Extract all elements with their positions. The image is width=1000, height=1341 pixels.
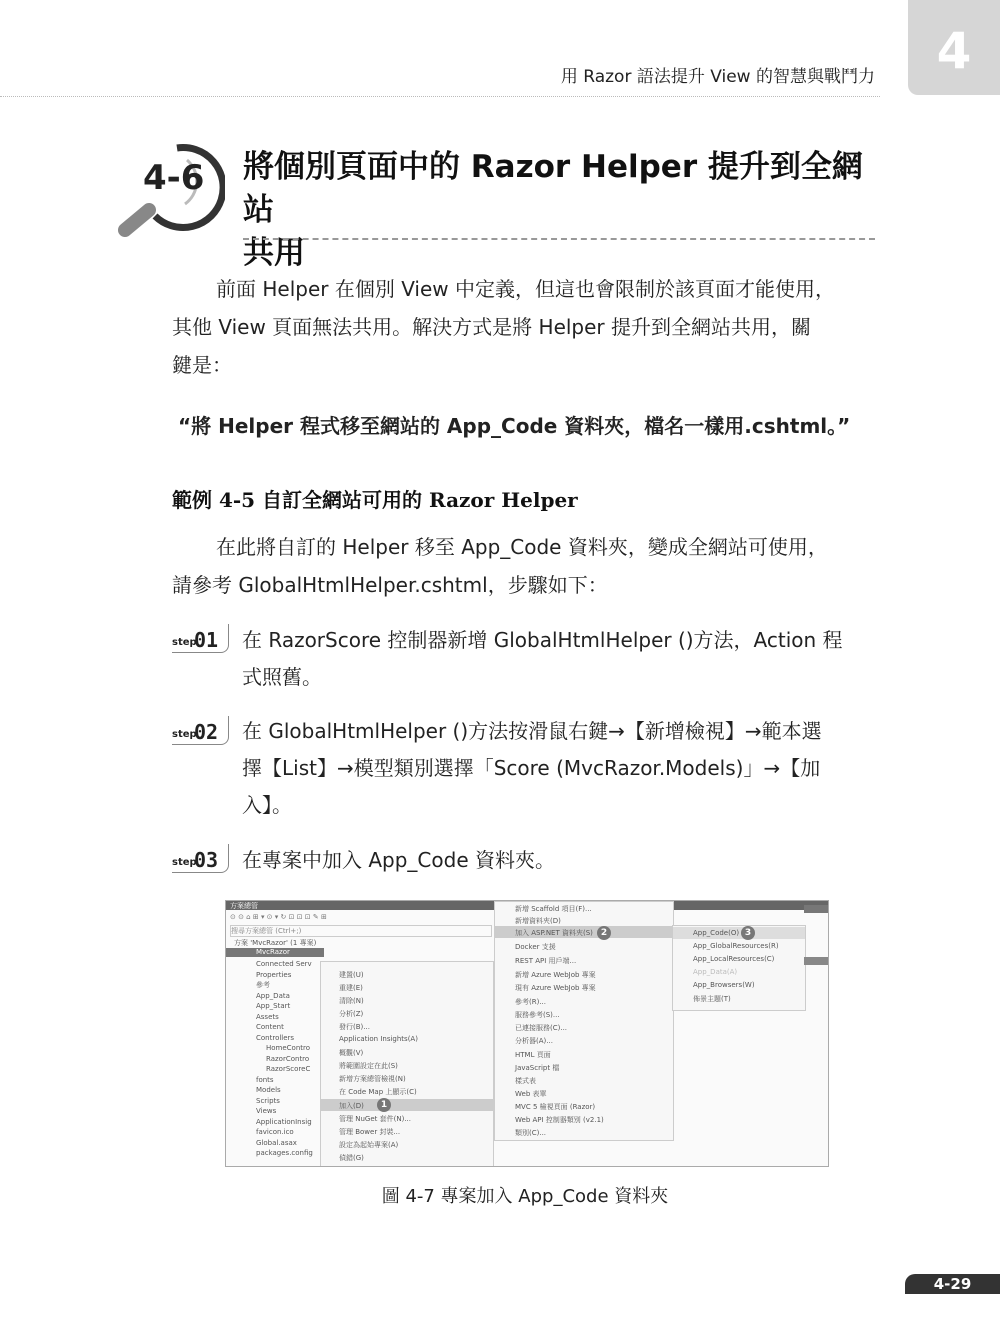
figure-caption: 圖 4-7 專案加入 App_Code 資料夾 (381, 1186, 669, 1207)
section-title-line1: 將個別頁面中的 Razor Helper 提升到全網站 (243, 149, 863, 228)
example-intro-line2: 請參考 GlobalHtmlHelper.cshtml，步驟如下： (172, 573, 608, 597)
menu-item-app-insights[interactable]: Application Insights(A) (339, 1035, 418, 1043)
key-quote: “將 Helper 程式移至網站的 App_Code 資料夾，檔名一樣用.cshtml。” (178, 414, 851, 438)
tree-item[interactable]: favicon.ico (256, 1128, 294, 1136)
intro-line3: 鍵是： (172, 353, 232, 377)
tree-item[interactable]: Views (256, 1107, 277, 1115)
menu-item-bower[interactable]: 管理 Bower 封裝... (339, 1128, 401, 1136)
tree-item[interactable]: Controllers (256, 1033, 295, 1042)
submenu-item[interactable]: 參考(R)... (515, 998, 547, 1006)
aspnet-folder-submenu (672, 925, 806, 1011)
submenu-item[interactable]: JavaScript 檔 (515, 1064, 560, 1072)
section-title (243, 146, 893, 275)
tree-item[interactable]: 參考 (256, 981, 270, 989)
tree-item[interactable]: RazorContro (266, 1054, 310, 1063)
submenu-item[interactable]: 新增資料夾(D) (515, 917, 561, 925)
tree-item[interactable]: Global.asax (256, 1138, 297, 1147)
submenu-item[interactable]: 分析器(A)... (515, 1037, 553, 1045)
step01-line1: 在 RazorScore 控制器新增 GlobalHtmlHelper ()方法，Action 程 (242, 628, 843, 652)
header-rule (0, 96, 880, 97)
submenu-item[interactable]: HTML 頁面 (515, 1051, 551, 1059)
tree-item[interactable]: App_Start (256, 1002, 291, 1010)
tree-item[interactable]: packages.config (256, 1149, 313, 1157)
submenu-item[interactable]: 現有 Azure WebJob 專案 (515, 984, 596, 992)
intro-paragraph (172, 270, 880, 384)
menu-item-clean[interactable]: 清除(N) (339, 997, 364, 1005)
menu-item-new-view[interactable]: 新增方案總管檢視(N) (339, 1075, 406, 1083)
step-text-01 (242, 622, 880, 696)
solution-tree (256, 959, 313, 1159)
solution-node[interactable]: 方案 'MvcRazor' (1 專案) (234, 939, 317, 947)
step02-line3: 入】。 (242, 793, 292, 817)
submenu-item[interactable]: 新增 Azure WebJob 專案 (515, 971, 596, 979)
submenu-item[interactable]: 類別(C)... (515, 1129, 547, 1137)
menu-item-add[interactable]: 加入(D) (339, 1102, 364, 1110)
example-intro-line1: 在此將自訂的 Helper 移至 App_Code 資料夾，變成全網站可使用， (216, 535, 828, 559)
tree-item[interactable]: Connected Serv (256, 960, 312, 968)
intro-line1: 前面 Helper 在個別 View 中定義，但這也會限制於該頁面才能使用， (216, 277, 836, 301)
toolbar-icons[interactable]: ⊙ ⊙ ⌂ ⊞ ▾ ⊙ ▾ ↻ ⊡ ⊡ ⊡ ✎ ⊞ (230, 913, 327, 921)
editor-strip (804, 957, 828, 965)
tree-item[interactable]: ApplicationInsig (256, 1117, 312, 1126)
submenu3-item[interactable]: App_Browsers(W) (693, 981, 755, 989)
tree-item[interactable]: HomeContro (266, 1044, 311, 1052)
step02-line1: 在 GlobalHtmlHelper ()方法按滑鼠右鍵→【新增檢視】→範本選 (242, 719, 822, 743)
context-menu (320, 961, 494, 1167)
section-title-line2: 共用 (243, 235, 305, 271)
submenu3-item[interactable]: App_GlobalResources(R) (693, 942, 779, 950)
figure-screenshot (225, 900, 829, 1167)
add-submenu (494, 901, 674, 1141)
submenu3-item-disabled: App_Data(A) (693, 968, 738, 976)
step01-line2: 式照舊。 (242, 665, 322, 689)
submenu-item-aspnet-folder[interactable]: 加入 ASP.NET 資料夾(S) (515, 929, 593, 937)
marker-2: 2 (597, 926, 611, 940)
submenu-item[interactable]: Web API 控制器類別 (v2.1) (515, 1116, 604, 1124)
section-number: 4-6 (143, 158, 205, 198)
tree-item[interactable]: Properties (256, 970, 292, 979)
tree-item[interactable]: Models (256, 1086, 281, 1094)
submenu-item[interactable]: 新增 Scaffold 項目(F)... (515, 905, 592, 913)
menu-item-rebuild[interactable]: 重建(E) (339, 984, 363, 992)
submenu-item[interactable]: MVC 5 檢視頁面 (Razor) (515, 1103, 596, 1111)
menu-item-debug[interactable]: 偵錯(G) (339, 1154, 364, 1162)
submenu-item[interactable]: 樣式表 (515, 1077, 536, 1085)
page-number: 4-29 (905, 1274, 1000, 1294)
submenu-item[interactable]: REST API 用戶端... (515, 957, 577, 965)
submenu3-item[interactable]: 佈景主題(T) (693, 995, 731, 1003)
step02-line2: 擇【List】→模型類別選擇「Score (MvcRazor.Models)」→【加 (242, 756, 821, 780)
menu-item-analyze[interactable]: 分析(Z) (339, 1010, 364, 1018)
solution-search[interactable]: 搜尋方案總管 (Ctrl+;) (230, 925, 492, 937)
panel-title: 方案總管 (230, 902, 258, 910)
step-label-02: step 02 (172, 716, 229, 745)
submenu3-item[interactable]: App_LocalResources(C) (693, 955, 775, 963)
submenu3-item-app-code[interactable]: App_Code(O) (693, 929, 740, 937)
menu-item-nuget[interactable]: 管理 NuGet 套件(N)... (339, 1115, 411, 1123)
submenu-item[interactable]: Web 表單 (515, 1090, 547, 1098)
menu-item-startup[interactable]: 設定為起始專案(A) (339, 1141, 399, 1149)
example-intro (172, 528, 880, 604)
tree-item[interactable]: App_Data (256, 991, 290, 1000)
tree-item[interactable]: Scripts (256, 1096, 280, 1105)
chapter-number: 4 (936, 22, 972, 80)
step-text-03 (242, 842, 880, 879)
tree-item[interactable]: RazorScoreC (266, 1065, 311, 1073)
marker-1: 1 (377, 1098, 391, 1112)
intro-line2: 其他 View 頁面無法共用。解決方式是將 Helper 提升到全網站共用，關 (172, 315, 812, 339)
submenu-item[interactable]: 服務參考(S)... (515, 1011, 560, 1019)
example-heading: 範例 4-5 自訂全網站可用的 Razor Helper (172, 488, 578, 512)
step03-line1: 在專案中加入 App_Code 資料夾。 (242, 848, 555, 872)
menu-item-build[interactable]: 建置(U) (339, 971, 364, 979)
step-text-02 (242, 713, 880, 824)
project-row[interactable]: MvcRazor (226, 948, 324, 957)
step-label-01: step 01 (172, 624, 229, 653)
menu-item-overview[interactable]: 概觀(V) (339, 1049, 364, 1057)
menu-item-publish[interactable]: 發行(B)... (339, 1023, 370, 1031)
menu-item-code-map[interactable]: 在 Code Map 上顯示(C) (339, 1088, 417, 1096)
tree-item[interactable]: Assets (256, 1012, 279, 1021)
menu-item-scope[interactable]: 將範圍設定在此(S) (339, 1062, 398, 1070)
marker-3: 3 (741, 926, 755, 940)
step-label-03: step 03 (172, 844, 229, 873)
tree-item[interactable]: Content (256, 1023, 284, 1031)
submenu-item[interactable]: Docker 支援 (515, 943, 556, 951)
title-rule (243, 238, 875, 240)
editor-strip (804, 905, 828, 913)
running-head: 用 Razor 語法提升 View 的智慧與戰鬥力 (560, 67, 875, 87)
submenu-item[interactable]: 已連接服務(C)... (515, 1024, 568, 1032)
tree-item[interactable]: fonts (256, 1075, 274, 1084)
